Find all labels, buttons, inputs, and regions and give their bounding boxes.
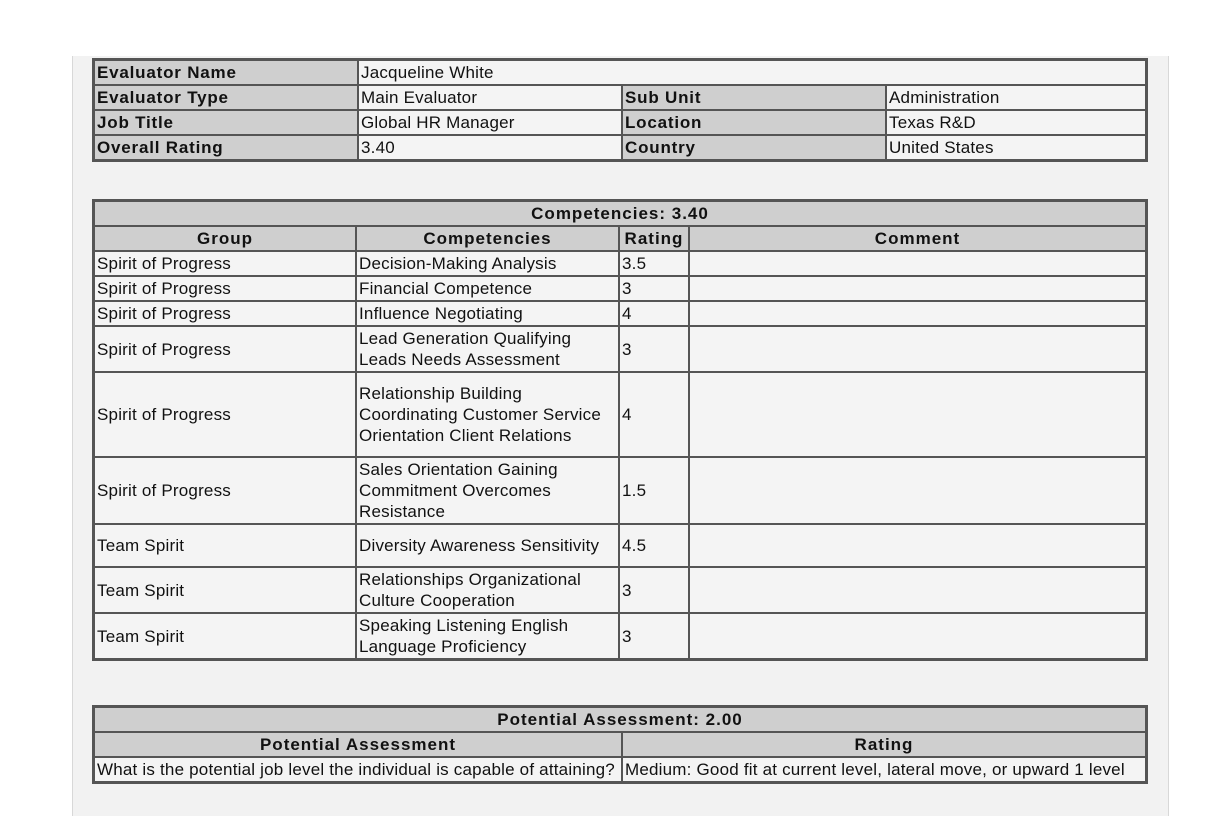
group-cell: Spirit of Progress (94, 372, 356, 457)
overall-rating-label: Overall Rating (94, 135, 358, 160)
column-header-comment: Comment (689, 226, 1146, 251)
competency-cell: Diversity Awareness Sensitivity (356, 524, 619, 567)
evaluator-name-row (94, 60, 1146, 85)
group-cell: Team Spirit (94, 567, 356, 613)
competency-cell: Relationship Building Coordinating Customer Service Orientation Client Relations (356, 372, 619, 457)
potential-title-row (94, 707, 1146, 732)
rating-cell: 4 (619, 301, 689, 326)
competencies-table (92, 199, 1148, 661)
comment-cell (689, 613, 1146, 659)
potential-assessment-table (92, 705, 1148, 784)
table-row (94, 757, 1146, 782)
potential-body (94, 757, 1146, 782)
rating-cell: 1.5 (619, 457, 689, 524)
competencies-title: Competencies: 3.40 (94, 201, 1146, 226)
job-title-row (94, 110, 1146, 135)
comment-cell (689, 372, 1146, 457)
competency-cell: Influence Negotiating (356, 301, 619, 326)
column-header-rating: Rating (619, 226, 689, 251)
competency-cell: Sales Orientation Gaining Commitment Overcomes Resistance (356, 457, 619, 524)
sub-unit-value: Administration (886, 85, 1146, 110)
competency-cell: Relationships Organizational Culture Cooperation (356, 567, 619, 613)
overall-rating-row (94, 135, 1146, 160)
comment-cell (689, 457, 1146, 524)
comment-cell (689, 326, 1146, 372)
evaluator-name-label: Evaluator Name (94, 60, 358, 85)
table-row (94, 567, 1146, 613)
table-row (94, 251, 1146, 276)
competency-cell: Speaking Listening English Language Proficiency (356, 613, 619, 659)
column-header-group: Group (94, 226, 356, 251)
table-row (94, 613, 1146, 659)
country-label: Country (622, 135, 886, 160)
evaluator-name-value: Jacqueline White (358, 60, 1146, 85)
comment-cell (689, 301, 1146, 326)
job-title-label: Job Title (94, 110, 358, 135)
location-label: Location (622, 110, 886, 135)
potential-rating-cell: Medium: Good fit at current level, lateral move, or upward 1 level (622, 757, 1146, 782)
group-cell: Spirit of Progress (94, 301, 356, 326)
competency-cell: Lead Generation Qualifying Leads Needs Assessment (356, 326, 619, 372)
rating-cell: 4 (619, 372, 689, 457)
comment-cell (689, 276, 1146, 301)
group-cell: Spirit of Progress (94, 457, 356, 524)
job-title-value: Global HR Manager (358, 110, 622, 135)
comment-cell (689, 524, 1146, 567)
comment-cell (689, 251, 1146, 276)
group-cell: Spirit of Progress (94, 276, 356, 301)
competency-cell: Financial Competence (356, 276, 619, 301)
comment-cell (689, 567, 1146, 613)
competencies-header-row (94, 226, 1146, 251)
competency-cell: Decision-Making Analysis (356, 251, 619, 276)
column-header-competencies: Competencies (356, 226, 619, 251)
rating-cell: 3 (619, 613, 689, 659)
table-row (94, 524, 1146, 567)
potential-header-row (94, 732, 1146, 757)
sub-unit-label: Sub Unit (622, 85, 886, 110)
table-row (94, 457, 1146, 524)
group-cell: Team Spirit (94, 524, 356, 567)
group-cell: Spirit of Progress (94, 251, 356, 276)
country-value: United States (886, 135, 1146, 160)
potential-title: Potential Assessment: 2.00 (94, 707, 1146, 732)
evaluator-type-value: Main Evaluator (358, 85, 622, 110)
competencies-body (94, 251, 1146, 659)
rating-cell: 3 (619, 276, 689, 301)
table-row (94, 301, 1146, 326)
evaluator-type-row (94, 85, 1146, 110)
rating-cell: 3 (619, 326, 689, 372)
overall-rating-value: 3.40 (358, 135, 622, 160)
rating-cell: 3 (619, 567, 689, 613)
competencies-title-row (94, 201, 1146, 226)
rating-cell: 3.5 (619, 251, 689, 276)
report-page (72, 56, 1169, 816)
location-value: Texas R&D (886, 110, 1146, 135)
table-row (94, 276, 1146, 301)
table-row (94, 326, 1146, 372)
group-cell: Spirit of Progress (94, 326, 356, 372)
group-cell: Team Spirit (94, 613, 356, 659)
column-header-potential-assessment: Potential Assessment (94, 732, 622, 757)
rating-cell: 4.5 (619, 524, 689, 567)
evaluator-type-label: Evaluator Type (94, 85, 358, 110)
table-row (94, 372, 1146, 457)
evaluator-info-table (92, 58, 1148, 162)
column-header-potential-rating: Rating (622, 732, 1146, 757)
potential-question-cell: What is the potential job level the individual is capable of attaining? (94, 757, 622, 782)
